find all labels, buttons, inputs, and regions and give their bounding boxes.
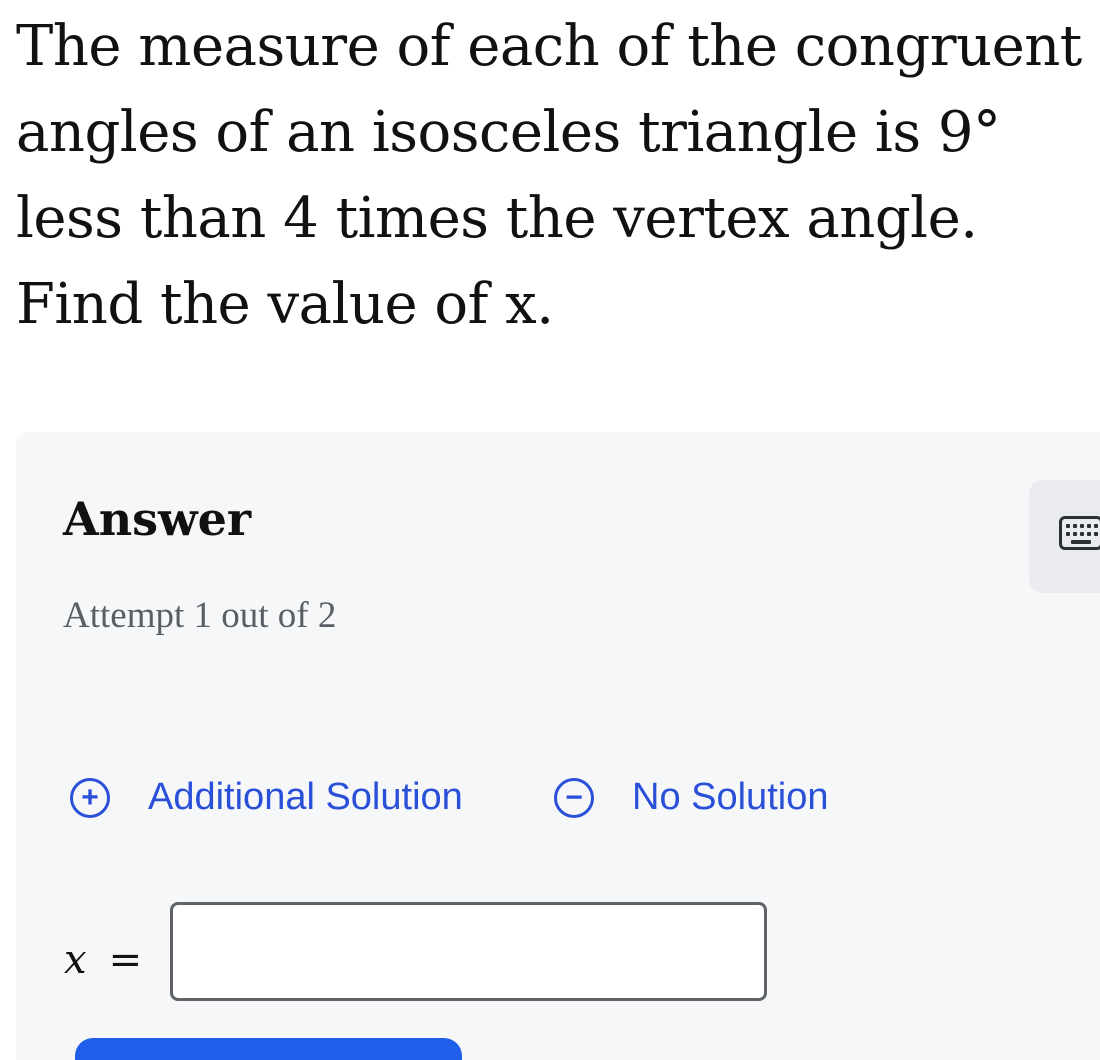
attempt-counter: Attempt 1 out of 2 [63,595,337,636]
keyboard-toggle-button[interactable] [1029,480,1100,593]
plus-circle-icon: + [70,778,110,818]
answer-heading: Answer [63,492,252,546]
answer-input[interactable] [170,902,767,1001]
equals-sign: = [108,937,143,983]
additional-solution-label: Additional Solution [148,776,463,818]
equation-label [64,937,142,983]
keyboard-icon [1059,516,1100,550]
question-text: The measure of each of the congruent angles of an isosceles triangle is 9° less than 4 times the vertex angle. Find the value of x. [16,14,1082,337]
equation-variable: x [64,937,87,983]
answer-panel [16,432,1100,1060]
minus-circle-icon: − [554,778,594,818]
additional-solution-button[interactable] [70,776,463,819]
submit-button[interactable] [75,1038,462,1060]
no-solution-button[interactable] [554,776,828,819]
no-solution-label: No Solution [632,776,829,818]
